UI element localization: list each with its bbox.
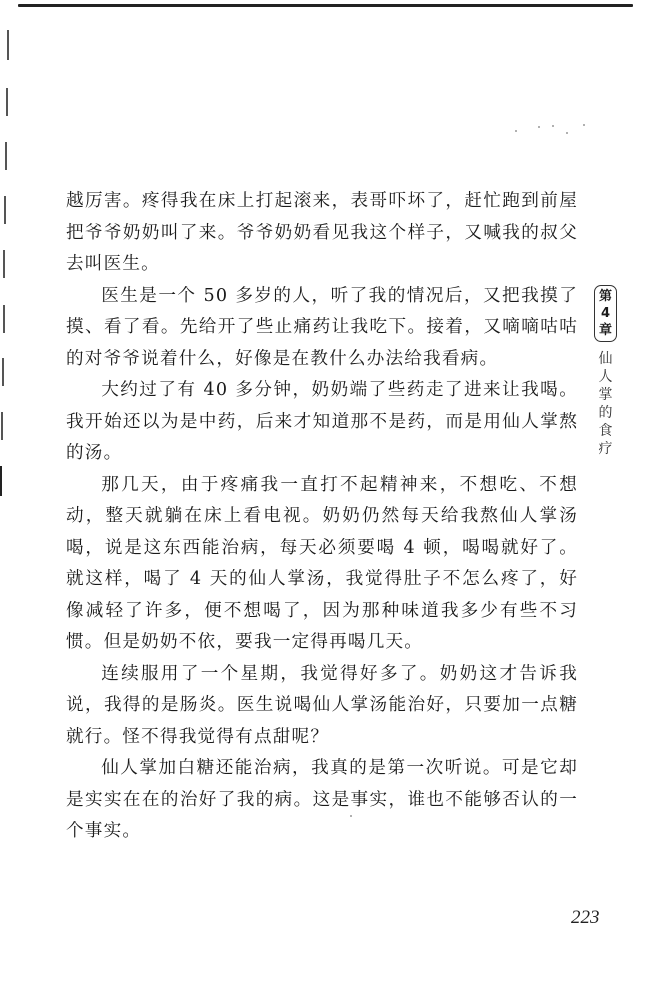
scan-noise <box>566 132 568 134</box>
paragraph: 大约过了有 40 多分钟，奶奶端了些药走了进来让我喝。我开始还以为是中药，后来才知道那不是药，而是用仙人掌熬的汤。 <box>66 380 578 463</box>
binding-mark <box>3 250 5 278</box>
page-number: 223 <box>571 907 600 928</box>
binding-mark <box>0 466 2 496</box>
scan-binding-marks <box>0 0 12 520</box>
chapter-number: 4 <box>600 306 611 321</box>
scan-noise <box>538 126 540 128</box>
scan-noise <box>552 125 554 127</box>
binding-mark <box>4 196 6 224</box>
title-char: 疗 <box>598 441 613 457</box>
title-char: 人 <box>598 369 613 385</box>
binding-mark <box>3 305 5 333</box>
scan-noise <box>515 130 517 132</box>
paragraph: 仙人掌加白糖还能治病，我真的是第一次听说。可是它却是实实在在的治好了我的病。这是事实，谁也不能够否认的一个事实。 <box>66 758 578 841</box>
paragraph: 连续服用了一个星期，我觉得好多了。奶奶这才告诉我说，我得的是肠炎。医生说喝仙人掌汤能治好，只要加一点糖就行。怪不得我觉得有点甜呢？ <box>66 663 578 747</box>
chapter-label <box>594 285 617 342</box>
page-body-text <box>66 186 578 848</box>
binding-mark <box>7 30 9 60</box>
chapter-char: 第 <box>598 289 612 304</box>
chapter-char: 章 <box>598 323 612 338</box>
chapter-side-tab <box>594 285 617 458</box>
binding-mark <box>1 412 3 440</box>
title-char: 仙 <box>598 351 613 367</box>
chapter-title <box>599 350 613 458</box>
paragraph: 越厉害。疼得我在床上打起滚来，表哥吓坏了，赶忙跑到前屋把爷爷奶奶叫了来。爷爷奶奶看见我这个样子，又喊我的叔父去叫医生。 <box>66 191 578 274</box>
binding-mark <box>5 142 7 170</box>
scan-noise <box>583 124 585 126</box>
header-rule <box>18 4 633 7</box>
paragraph: 那几天，由于疼痛我一直打不起精神来，不想吃、不想动，整天就躺在床上看电视。奶奶仍然每天给我熬仙人掌汤喝，说是这东西能治病，每天必须要喝 4 顿，喝喝就好了。就这样，喝了 4 天的仙人掌汤，我觉得肚子不怎么疼了，好像减轻了许多，便不想喝了，因为那种味道我多少有些不习惯。但是奶奶不依，要我一定得再喝几天。 <box>66 474 578 652</box>
binding-mark <box>6 88 8 116</box>
paragraph: 医生是一个 50 多岁的人，听了我的情况后，又把我摸了摸、看了看。先给开了些止痛药让我吃下。接着，又嘀嘀咕咕的对爷爷说着什么，好像是在教什么办法给我看病。 <box>66 285 578 369</box>
binding-mark <box>2 358 4 386</box>
title-char: 的 <box>598 405 613 421</box>
title-char: 食 <box>598 423 613 439</box>
title-char: 掌 <box>598 387 613 403</box>
